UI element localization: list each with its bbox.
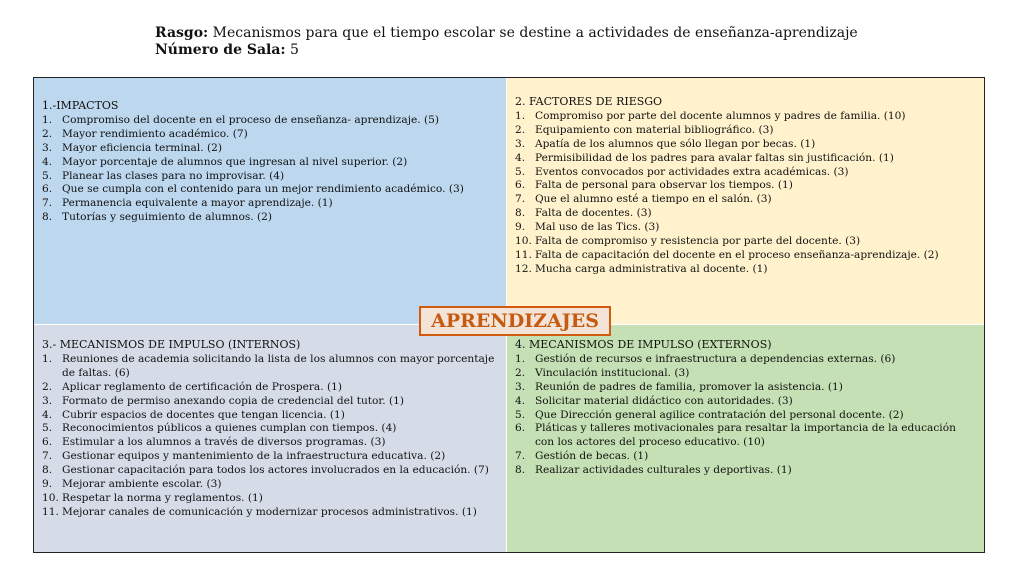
list-item (42, 170, 498, 184)
list-item-number: 5. (42, 169, 53, 182)
list-item-number: 11. (42, 505, 59, 518)
list-item (42, 478, 498, 492)
list-item-number: 1. (515, 109, 526, 122)
rasgo-label: Rasgo: (155, 25, 209, 41)
list-item (515, 138, 976, 152)
quadrant-factores-riesgo (507, 78, 984, 325)
list-item-text: Falta de personal para observar los tiempos. (1) (535, 179, 793, 192)
list-item-text: Que el alumno esté a tiempo en el salón. (3) (535, 193, 772, 206)
list-item (42, 409, 498, 423)
rasgo-line (155, 25, 858, 42)
list-item (515, 124, 976, 138)
list-item (515, 110, 976, 124)
list-item-number: 1. (42, 113, 53, 126)
list-item (42, 506, 498, 520)
list-item (42, 211, 498, 225)
list-item (42, 450, 498, 464)
list-item-text: Gestión de becas. (1) (535, 450, 649, 463)
list-item-number: 5. (515, 165, 526, 178)
list-item-text: Eventos convocados por actividades extra académicas. (3) (535, 165, 849, 178)
list-item (42, 464, 498, 478)
list-item (515, 193, 976, 207)
list-item-text: Compromiso por parte del docente alumnos y padres de familia. (10) (535, 109, 906, 122)
list-item (42, 422, 498, 436)
list-item (515, 207, 976, 221)
list-item (515, 152, 976, 166)
list-item-text: Equipamiento con material bibliográfico. (3) (535, 123, 774, 136)
list-item-number: 11. (515, 248, 532, 261)
list-item (42, 353, 498, 381)
list-item-text: Gestionar equipos y mantenimiento de la infraestructura educativa. (2) (62, 450, 446, 463)
list-item (42, 436, 498, 450)
list-item-text: Mejorar canales de comunicación y modernizar procesos administrativos. (1) (62, 505, 477, 518)
list-item-text: Reconocimientos públicos a quienes cumplan con tiempos. (4) (62, 422, 397, 435)
list-item-number: 1. (42, 352, 53, 365)
quadrant-mecanismos-externos (507, 325, 984, 552)
list-item (515, 353, 976, 367)
list-item (42, 492, 498, 506)
center-label-aprendizajes: APRENDIZAJES (419, 306, 611, 336)
quadrant-impactos (34, 78, 507, 325)
list-item-text: Aplicar reglamento de certificación de Prospera. (1) (62, 380, 342, 393)
list-item-number: 9. (42, 478, 53, 491)
list-item-text: Reunión de padres de familia, promover la asistencia. (1) (535, 380, 843, 393)
list-item (515, 422, 976, 450)
quadrant-title: 3.- MECANISMOS DE IMPULSO (INTERNOS) (42, 338, 301, 351)
list-item-text: Falta de compromiso y resistencia por parte del docente. (3) (535, 235, 861, 248)
list-item-text: Solicitar material didáctico con autoridades. (3) (535, 394, 793, 407)
list-item-text: Respetar la norma y reglamentos. (1) (62, 491, 263, 504)
list-item-number: 9. (515, 221, 526, 234)
sala-label: Número de Sala: (155, 42, 286, 58)
quadrant-title: 4. MECANISMOS DE IMPULSO (EXTERNOS) (515, 338, 772, 351)
list-item-number: 4. (515, 394, 526, 407)
list-item-number: 7. (42, 450, 53, 463)
list-item-text: Formato de permiso anexando copia de credencial del tutor. (1) (62, 394, 405, 407)
slide-header (155, 25, 858, 59)
list-item-text: Permisibilidad de los padres para avalar faltas sin justificación. (1) (535, 151, 894, 164)
list-item-number: 10. (515, 235, 532, 248)
list-item (515, 235, 976, 249)
list-item-number: 6. (515, 422, 526, 435)
sala-value: 5 (290, 42, 299, 58)
list-item (515, 409, 976, 423)
list-item-text: Gestión de recursos e infraestructura a dependencias externas. (6) (535, 352, 896, 365)
list-item (42, 381, 498, 395)
list-item-number: 3. (515, 380, 526, 393)
list-item-number: 1. (515, 352, 526, 365)
list-item (515, 395, 976, 409)
list-item-text: Pláticas y talleres motivacionales para resaltar la importancia de la educación con los actores del proceso educativo. (10) (535, 422, 956, 449)
list-item (515, 166, 976, 180)
quadrant-list (42, 114, 498, 225)
list-item-text: Vinculación institucional. (3) (535, 366, 690, 379)
list-item (515, 381, 976, 395)
list-item-text: Compromiso del docente en el proceso de enseñanza- aprendizaje. (5) (62, 113, 439, 126)
list-item-number: 3. (515, 137, 526, 150)
sala-line (155, 42, 858, 59)
list-item-number: 3. (42, 141, 53, 154)
list-item-text: Mal uso de las Tics. (3) (535, 221, 660, 234)
list-item-number: 4. (42, 155, 53, 168)
list-item-text: Falta de capacitación del docente en el proceso enseñanza-aprendizaje. (2) (535, 248, 939, 261)
list-item-text: Mayor eficiencia terminal. (2) (62, 141, 223, 154)
list-item-text: Apatía de los alumnos que sólo llegan por becas. (1) (535, 137, 816, 150)
list-item-text: Mucha carga administrativa al docente. (1) (535, 262, 768, 275)
list-item (42, 183, 498, 197)
list-item (515, 179, 976, 193)
rasgo-text: Mecanismos para que el tiempo escolar se destine a actividades de enseñanza-aprendizaje (212, 25, 858, 41)
list-item-text: Permanencia equivalente a mayor aprendizaje. (1) (62, 197, 333, 210)
list-item-number: 7. (42, 197, 53, 210)
list-item-number: 6. (515, 179, 526, 192)
list-item-text: Estimular a los alumnos a través de diversos programas. (3) (62, 436, 386, 449)
list-item-number: 6. (42, 436, 53, 449)
list-item (515, 249, 976, 263)
list-item-number: 8. (515, 207, 526, 220)
quadrant-mecanismos-internos (34, 325, 507, 552)
list-item-text: Gestionar capacitación para todos los actores involucrados en la educación. (7) (62, 464, 489, 477)
list-item (42, 128, 498, 142)
list-item-number: 10. (42, 491, 59, 504)
list-item-text: Planear las clases para no improvisar. (4) (62, 169, 285, 182)
list-item (515, 464, 976, 478)
list-item-number: 3. (42, 394, 53, 407)
list-item-number: 8. (42, 211, 53, 224)
list-item-number: 12. (515, 262, 532, 275)
list-item-text: Reuniones de academia solicitando la lista de los alumnos con mayor porcentaje de faltas. (6) (62, 352, 495, 379)
list-item-text: Que Dirección general agilice contratación del personal docente. (2) (535, 408, 904, 421)
list-item (42, 114, 498, 128)
list-item-number: 8. (42, 464, 53, 477)
list-item (42, 142, 498, 156)
list-item-number: 6. (42, 183, 53, 196)
list-item (515, 221, 976, 235)
list-item-text: Que se cumpla con el contenido para un mejor rendimiento académico. (3) (62, 183, 464, 196)
list-item (515, 367, 976, 381)
list-item-number: 5. (42, 422, 53, 435)
list-item-number: 2. (515, 123, 526, 136)
list-item (42, 395, 498, 409)
list-item-number: 5. (515, 408, 526, 421)
list-item-text: Tutorías y seguimiento de alumnos. (2) (62, 211, 273, 224)
quadrant-title: 2. FACTORES DE RIESGO (515, 95, 663, 108)
list-item-text: Mejorar ambiente escolar. (3) (62, 478, 222, 491)
list-item-number: 7. (515, 193, 526, 206)
list-item (42, 197, 498, 211)
quadrant-list (42, 353, 498, 520)
list-item (515, 263, 976, 277)
list-item-text: Realizar actividades culturales y deportivas. (1) (535, 464, 792, 477)
list-item-text: Mayor rendimiento académico. (7) (62, 127, 248, 140)
list-item-text: Falta de docentes. (3) (535, 207, 652, 220)
list-item-number: 4. (42, 408, 53, 421)
list-item-number: 2. (42, 380, 53, 393)
quadrant-title: 1.-IMPACTOS (42, 99, 119, 112)
list-item-number: 2. (515, 366, 526, 379)
list-item-number: 8. (515, 464, 526, 477)
list-item-number: 2. (42, 127, 53, 140)
list-item-number: 7. (515, 450, 526, 463)
list-item-text: Mayor porcentaje de alumnos que ingresan al nivel superior. (2) (62, 155, 408, 168)
list-item-text: Cubrir espacios de docentes que tengan licencia. (1) (62, 408, 345, 421)
quadrant-list (515, 353, 976, 478)
list-item-number: 4. (515, 151, 526, 164)
list-item (42, 156, 498, 170)
quadrant-list (515, 110, 976, 277)
list-item (515, 450, 976, 464)
